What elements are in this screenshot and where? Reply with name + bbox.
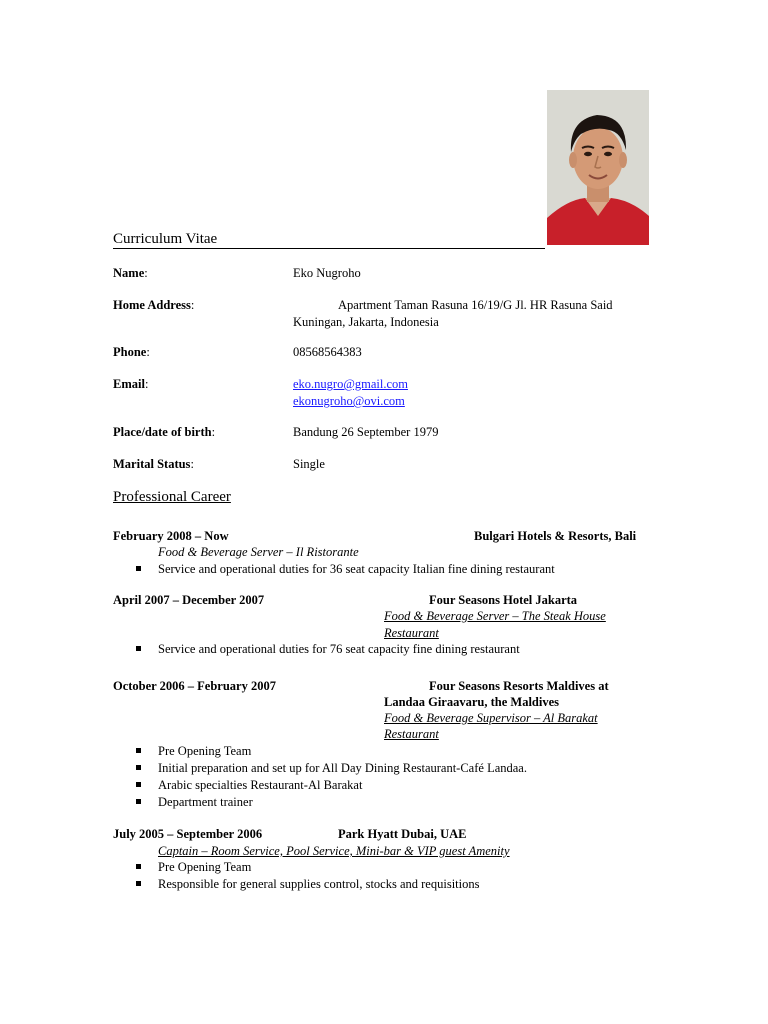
job-employer-line1: Four Seasons Resorts Maldives at xyxy=(429,679,609,693)
job-position: Captain – Room Service, Pool Service, Mini-bar & VIP guest Amenity xyxy=(158,844,510,858)
job-duties-list xyxy=(113,743,527,811)
marital-value: Single xyxy=(293,457,325,471)
address-label: Home Address: xyxy=(113,298,195,312)
job-period: April 2007 – December 2007 xyxy=(113,593,265,607)
job-period: October 2006 – February 2007 xyxy=(113,679,276,693)
duty-item: Service and operational duties for 76 seat capacity fine dining restaurant xyxy=(113,641,520,658)
job-employer: Four Seasons Hotel Jakarta xyxy=(429,593,578,607)
address-line2: Kuningan, Jakarta, Indonesia xyxy=(293,315,439,329)
job-position-line1: Food & Beverage Server – The Steak House xyxy=(384,609,606,623)
email-label: Email: xyxy=(113,377,149,391)
marital-label: Marital Status: xyxy=(113,457,194,471)
job-employer: Bulgari Hotels & Resorts, Bali xyxy=(474,529,637,543)
job-period: February 2008 – Now xyxy=(113,529,229,543)
job-position-line1: Food & Beverage Supervisor – Al Barakat xyxy=(384,711,598,725)
profile-photo xyxy=(547,90,649,245)
name-label-text: Name xyxy=(113,266,145,280)
phone-label-text: Phone xyxy=(113,345,147,359)
job-duties-list xyxy=(113,561,555,578)
job-position-line2: Restaurant xyxy=(384,727,439,741)
email-link-secondary[interactable]: ekonugroho@ovi.com xyxy=(293,394,405,408)
duty-item: Department trainer xyxy=(113,794,527,811)
profile-photo-image xyxy=(547,90,649,245)
marital-label-text: Marital Status xyxy=(113,457,191,471)
duty-item: Arabic specialties Restaurant-Al Barakat xyxy=(113,777,527,794)
career-section-title: Professional Career xyxy=(113,489,231,505)
duty-item: Pre Opening Team xyxy=(113,859,479,876)
birth-label-text: Place/date of birth xyxy=(113,425,212,439)
email-label-text: Email xyxy=(113,377,145,391)
job-duties-list xyxy=(113,859,479,893)
name-value: Eko Nugroho xyxy=(293,266,361,280)
address-label-text: Home Address xyxy=(113,298,191,312)
address-line1: Apartment Taman Rasuna 16/19/G Jl. HR Rasuna Said xyxy=(338,298,613,312)
job-position: Food & Beverage Server – Il Ristorante xyxy=(158,545,359,559)
job-position-line2: Restaurant xyxy=(384,626,439,640)
duty-item: Responsible for general supplies control, stocks and requisitions xyxy=(113,876,479,893)
phone-value: 08568564383 xyxy=(293,345,362,359)
duty-item: Service and operational duties for 36 seat capacity Italian fine dining restaurant xyxy=(113,561,555,578)
job-duties-list xyxy=(113,641,520,658)
cv-title: Curriculum Vitae xyxy=(113,230,545,249)
duty-item: Initial preparation and set up for All Day Dining Restaurant-Café Landaa. xyxy=(113,760,527,777)
job-period: July 2005 – September 2006 xyxy=(113,827,263,841)
duty-item: Pre Opening Team xyxy=(113,743,527,760)
job-employer-line2: Landaa Giraavaru, the Maldives xyxy=(384,695,560,709)
name-label: Name: xyxy=(113,266,148,280)
email-link-primary[interactable]: eko.nugro@gmail.com xyxy=(293,377,408,391)
job-employer: Park Hyatt Dubai, UAE xyxy=(338,827,467,841)
phone-label: Phone: xyxy=(113,345,150,359)
birth-value: Bandung 26 September 1979 xyxy=(293,425,439,439)
birth-label: Place/date of birth: xyxy=(113,425,216,439)
